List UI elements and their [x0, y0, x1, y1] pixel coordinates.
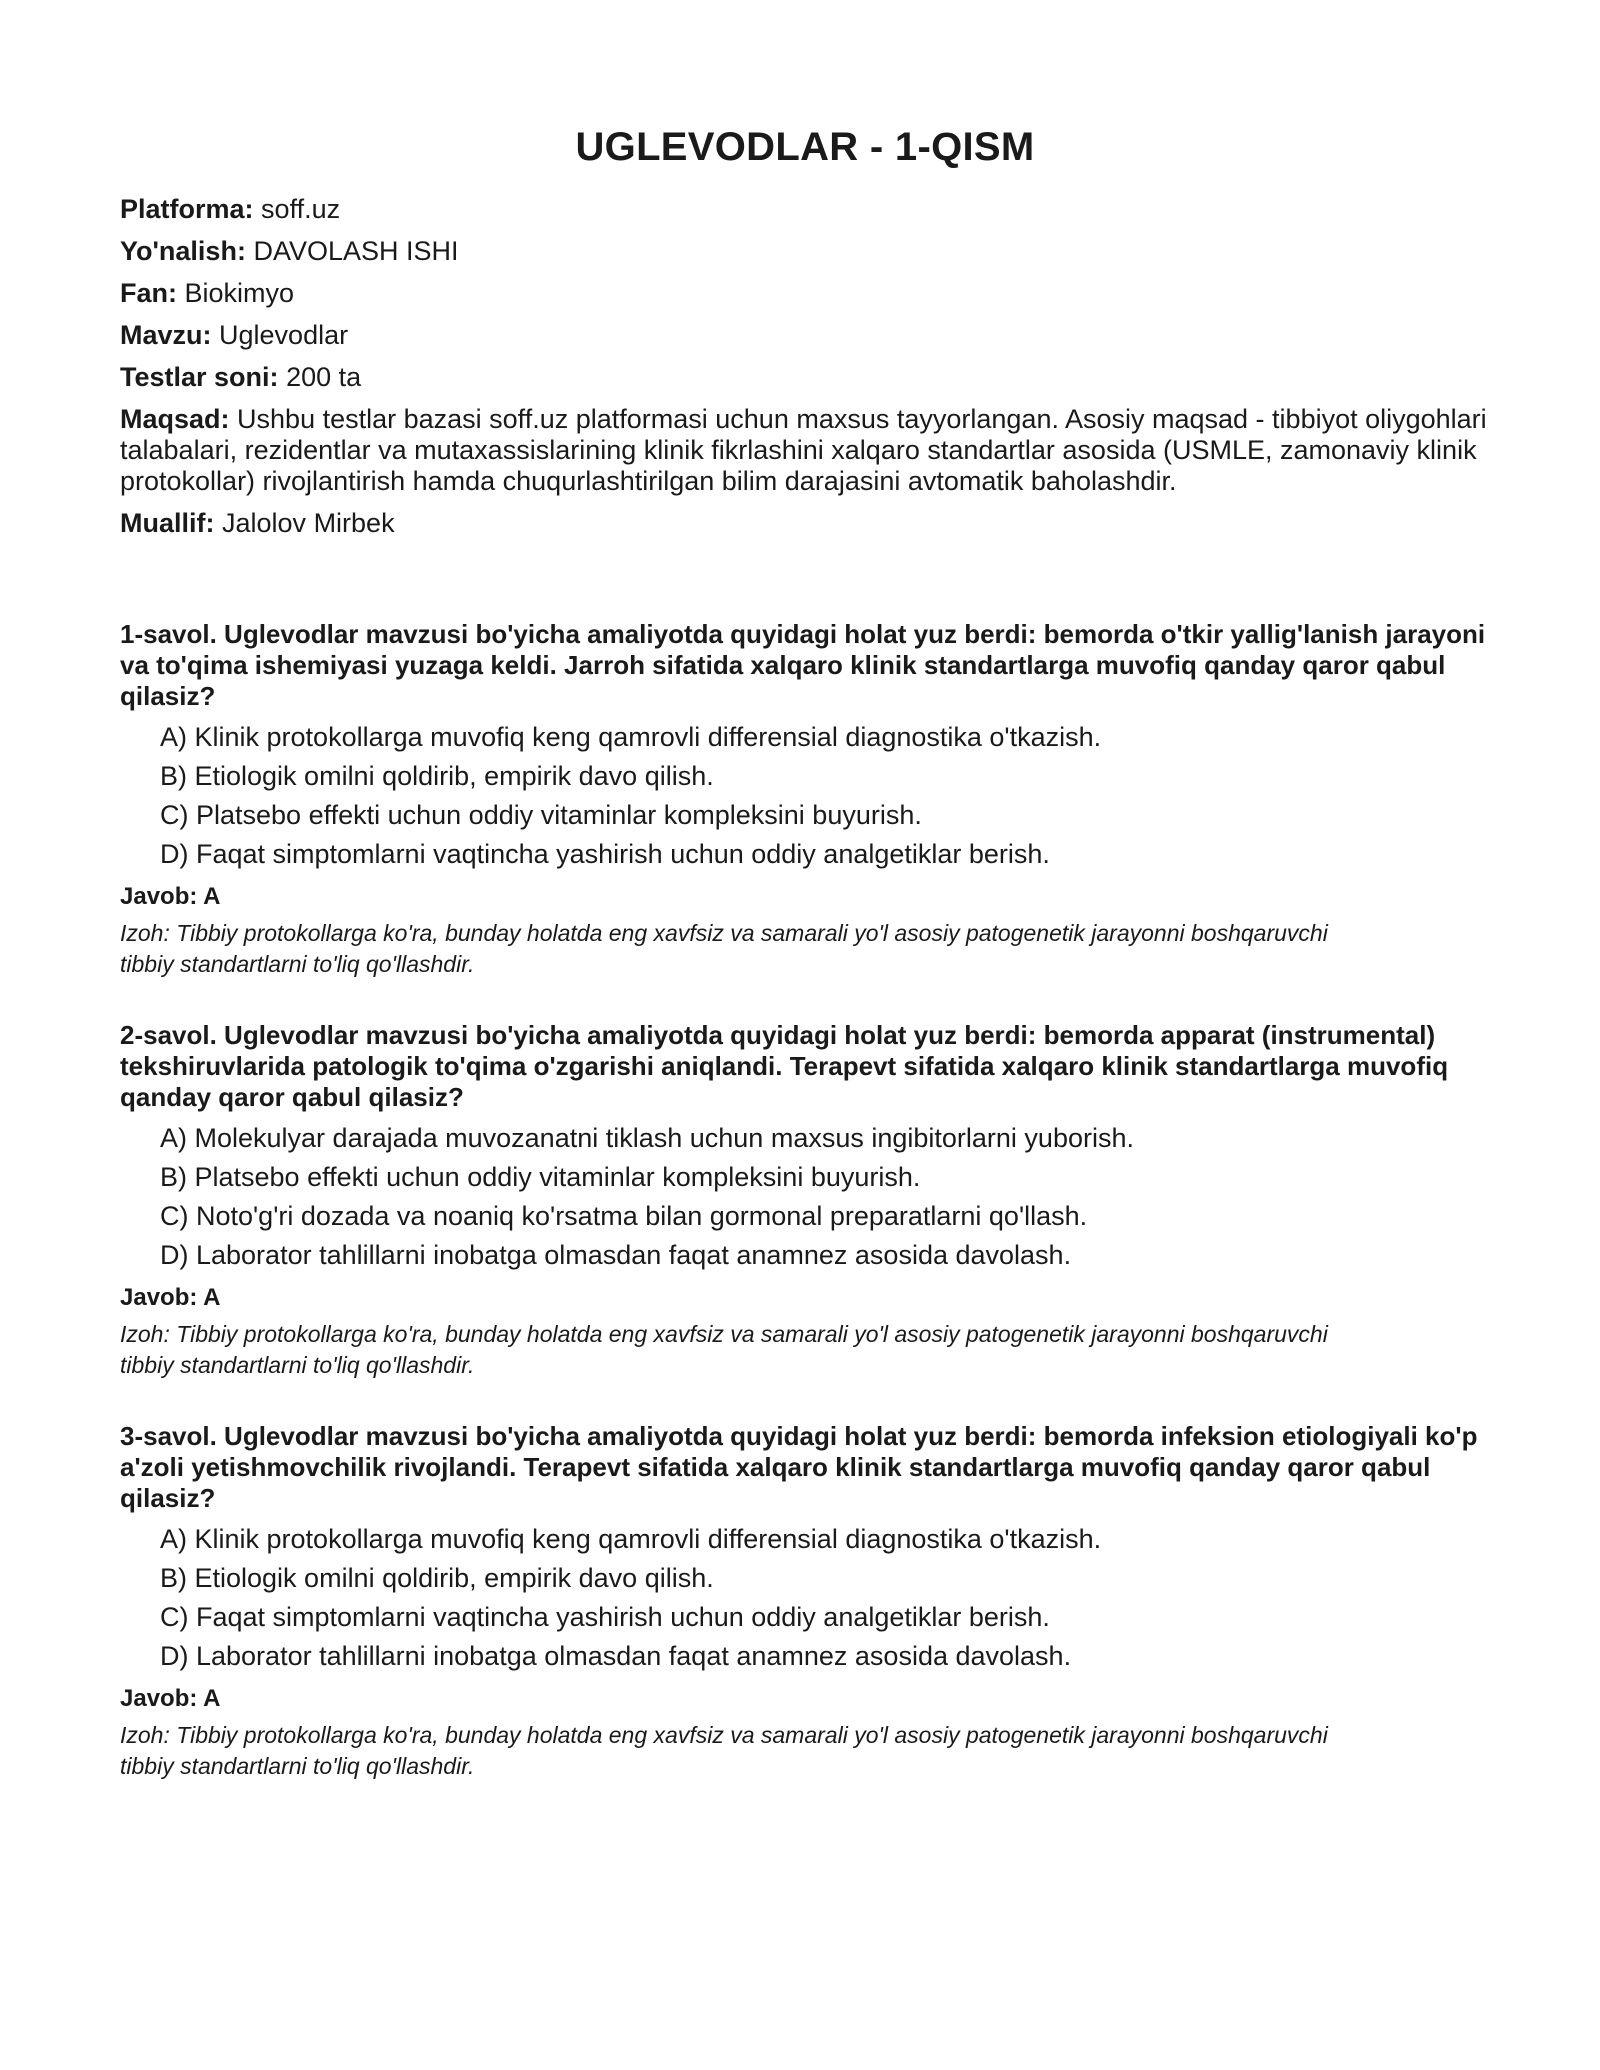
- meta-value: Jalolov Mirbek: [222, 508, 395, 538]
- question-3: [120, 1421, 1490, 1782]
- option-b: B) Etiologik omilni qoldirib, empirik davo qilish.: [160, 1563, 714, 1593]
- document-page: [120, 0, 1490, 1822]
- meta-author: [120, 508, 1490, 539]
- meta-value: soff.uz: [261, 194, 341, 224]
- meta-value: Uglevodlar: [219, 320, 349, 350]
- meta-label: Maqsad:: [120, 404, 230, 434]
- option-a: A) Klinik protokollarga muvofiq keng qamrovli differensial diagnostika o'tkazish.: [160, 1524, 1102, 1554]
- option-d: D) Faqat simptomlarni vaqtincha yashirish uchun oddiy analgetiklar berish.: [160, 839, 1050, 869]
- meta-topic: [120, 320, 1490, 351]
- meta-label: Testlar soni:: [120, 362, 279, 392]
- option-c: C) Platsebo effekti uchun oddiy vitaminlar kompleksini buyurish.: [160, 800, 922, 830]
- answer-options: [120, 1123, 1490, 1271]
- meta-test-count: [120, 362, 1490, 393]
- option-c: C) Noto'g'ri dozada va noaniq ko'rsatma bilan gormonal preparatlarni qo'llash.: [160, 1201, 1088, 1231]
- meta-platform: [120, 194, 1490, 225]
- document-metadata: [120, 194, 1490, 539]
- meta-value: Biokimyo: [184, 278, 295, 308]
- answer-options: [120, 722, 1490, 870]
- question-text: 2-savol. Uglevodlar mavzusi bo'yicha amaliyotda quyidagi holat yuz berdi: bemorda apparat (instrumental) tekshiruvlarida patologik to'qima o'zgarishi aniqlandi. Terapevt sifatida xalqaro klinik standartlarga muvofiq qanday qaror qabul qilasiz?: [120, 1020, 1449, 1112]
- option-d: D) Laborator tahlillarni inobatga olmasdan faqat anamnez asosida davolash.: [160, 1240, 1072, 1270]
- meta-label: Muallif:: [120, 508, 215, 538]
- option-c: C) Faqat simptomlarni vaqtincha yashirish uchun oddiy analgetiklar berish.: [160, 1602, 1050, 1632]
- meta-value: Ushbu testlar bazasi soff.uz platformasi uchun maxsus tayyorlangan. Asosiy maqsad - tibbiyot oliygohlari talabalari, rezidentlar va mutaxassislarining klinik fikrlashini xalqaro standartlar asosida (USMLE, zamonaviy klinik protokollar) rivojlantirish hamda chuqurlashtirilgan bilim darajasini avtomatik baholashdir.: [120, 404, 1487, 496]
- option-a: A) Klinik protokollarga muvofiq keng qamrovli differensial diagnostika o'tkazish.: [160, 722, 1102, 752]
- question-1: [120, 619, 1490, 980]
- meta-value: 200 ta: [286, 362, 362, 392]
- explanation-note: Izoh: Tibbiy protokollarga ko'ra, bunday holatda eng xavfsiz va samarali yo'l asosiy patogenetik jarayonni boshqaruvchi tibbiy standartlarni to'liq qo'llashdir.: [120, 1722, 1328, 1779]
- question-list: [120, 619, 1490, 1782]
- question-text: 3-savol. Uglevodlar mavzusi bo'yicha amaliyotda quyidagi holat yuz berdi: bemorda infeksion etiologiyali ko'p a'zoli yetishmovchilik rivojlandi. Terapevt sifatida xalqaro klinik standartlarga muvofiq qanday qaror qabul qilasiz?: [120, 1421, 1478, 1513]
- option-d: D) Laborator tahlillarni inobatga olmasdan faqat anamnez asosida davolash.: [160, 1641, 1072, 1671]
- meta-label: Yo'nalish:: [120, 236, 246, 266]
- meta-direction: [120, 236, 1490, 267]
- meta-subject: [120, 278, 1490, 309]
- document-title: UGLEVODLAR - 1-QISM: [575, 125, 1035, 169]
- question-2: [120, 1020, 1490, 1381]
- meta-label: Mavzu:: [120, 320, 212, 350]
- meta-purpose: [120, 404, 1490, 497]
- option-b: B) Etiologik omilni qoldirib, empirik davo qilish.: [160, 761, 714, 791]
- explanation-note: Izoh: Tibbiy protokollarga ko'ra, bunday holatda eng xavfsiz va samarali yo'l asosiy patogenetik jarayonni boshqaruvchi tibbiy standartlarni to'liq qo'llashdir.: [120, 1321, 1328, 1378]
- option-a: A) Molekulyar darajada muvozanatni tiklash uchun maxsus ingibitorlarni yuborish.: [160, 1123, 1134, 1153]
- meta-label: Fan:: [120, 278, 177, 308]
- meta-value: DAVOLASH ISHI: [253, 236, 459, 266]
- explanation-note: Izoh: Tibbiy protokollarga ko'ra, bunday holatda eng xavfsiz va samarali yo'l asosiy patogenetik jarayonni boshqaruvchi tibbiy standartlarni to'liq qo'llashdir.: [120, 920, 1328, 977]
- answer-options: [120, 1524, 1490, 1672]
- question-text: 1-savol. Uglevodlar mavzusi bo'yicha amaliyotda quyidagi holat yuz berdi: bemorda o'tkir yallig'lanish jarayoni va to'qima ishemiyasi yuzaga keldi. Jarroh sifatida xalqaro klinik standartlarga muvofiq qanday qaror qabul qilasiz?: [120, 619, 1486, 711]
- correct-answer: Javob: A: [120, 1685, 221, 1712]
- option-b: B) Platsebo effekti uchun oddiy vitaminlar kompleksini buyurish.: [160, 1162, 921, 1192]
- correct-answer: Javob: A: [120, 883, 221, 910]
- correct-answer: Javob: A: [120, 1284, 221, 1311]
- meta-label: Platforma:: [120, 194, 254, 224]
